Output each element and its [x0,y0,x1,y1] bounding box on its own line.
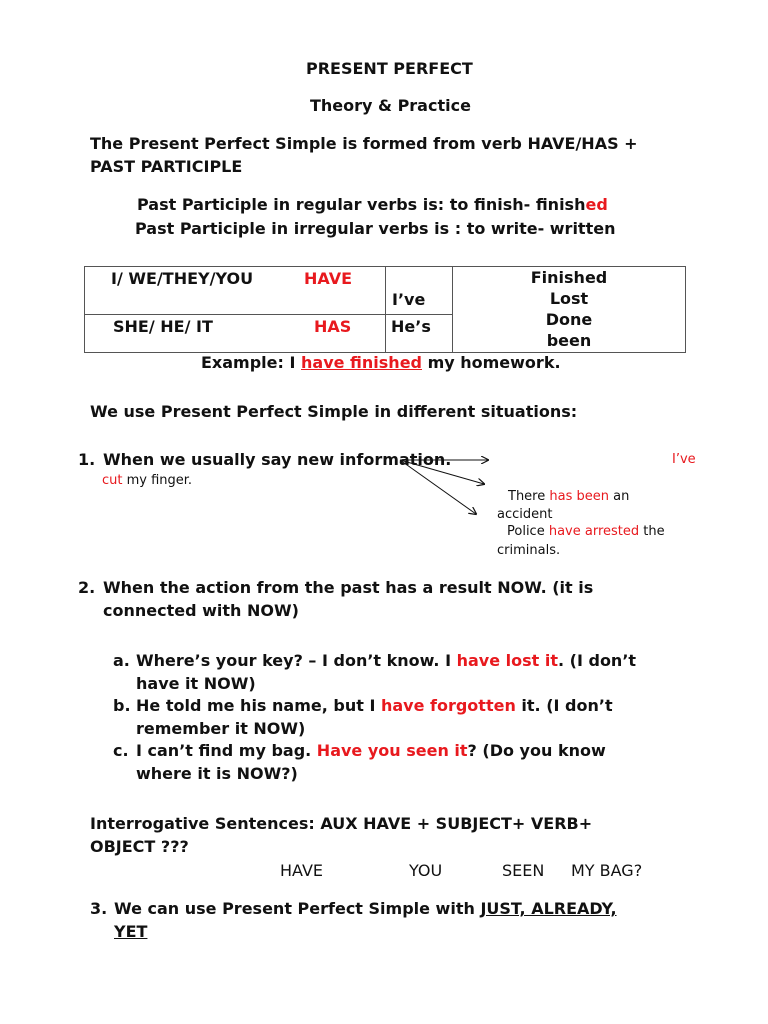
aux-have: HAVE [304,269,352,288]
use1-number: 1. [78,450,96,469]
item-a-pre: Where’s your key? – I don’t know. I [136,651,457,670]
item-a-red: have lost it [456,651,558,670]
use2-number: 2. [78,578,96,597]
interrogative-word: SEEN [502,861,545,880]
use3-line-1 [114,899,617,919]
interrogative-line-1: Interrogative Sentences: AUX HAVE + SUBJECT+ VERB+ [90,814,593,833]
participle-item: Done [545,310,593,329]
pp-regular-suffix: ed [585,195,608,214]
aux-has: HAS [314,317,352,336]
interrogative-word: YOU [409,861,443,880]
item-b-pre: He told me his name, but I [136,696,381,715]
item-a-line-1 [136,651,636,671]
example-highlight: have finished [301,353,422,372]
use3-pre: We can use Present Perfect Simple with [114,899,481,918]
use2-line-1: When the action from the past has a result NOW. (it is [103,578,594,597]
uses-heading: We use Present Perfect Simple in different situations: [90,402,578,421]
intro-line-1: The Present Perfect Simple is formed from verb HAVE/HAS + [90,134,638,153]
participle-item: been [546,331,592,350]
item-c-red: Have you seen it [316,741,468,760]
item-c-line-2: where it is NOW?) [136,764,298,783]
item-b-post: it. (I don’t [515,696,613,715]
contraction-hes: He’s [391,317,431,336]
use3-line-2: YET [114,922,148,941]
intro-line-2: PAST PARTICIPLE [90,157,243,176]
participle-item: Finished [530,268,608,287]
interrogative-line-2: OBJECT ??? [90,837,189,856]
ex2-red: has been [549,489,609,504]
example-pre: Example: I [201,353,301,372]
interrogative-word: MY BAG? [571,861,643,880]
use1-example-2b: accident [497,507,553,522]
subject-singular: SHE/ HE/ IT [113,317,213,336]
item-c-pre: I can’t find my bag. [136,741,317,760]
page-subtitle: Theory & Practice [310,96,471,115]
item-a-line-2: have it NOW) [136,674,256,693]
arrow-2 [400,460,484,484]
ex3-post: the [639,524,665,539]
use1-example-1b-rest: my finger. [122,473,193,488]
ex2-pre: There [508,489,550,504]
item-b-letter: b. [113,696,131,715]
use1-example-1b [102,472,192,489]
participle-item: Lost [549,289,589,308]
contraction-ive: I’ve [392,290,426,309]
item-c-letter: c. [113,741,129,760]
ex2-post: an [608,489,630,504]
ex3-pre: Police [507,524,549,539]
item-b-line-2: remember it NOW) [136,719,306,738]
use1-text: When we usually say new information. [103,450,452,469]
item-c-line-1 [136,741,606,761]
use1-example-1b-red: cut [102,473,123,488]
pp-regular-text: Past Participle in regular verbs is: to finish- finish [137,195,586,214]
item-c-post: ? (Do you know [467,741,606,760]
item-b-red: have forgotten [380,696,516,715]
use1-example-2 [508,488,629,505]
use1-example-1a: I’ve [672,452,696,467]
use3-underlined: JUST, ALREADY, [480,899,617,918]
page-title: PRESENT PERFECT [306,59,473,78]
use2-line-2: connected with NOW) [103,601,299,620]
use1-example-3b: criminals. [497,543,561,558]
item-b-line-1 [136,696,613,716]
interrogative-word: HAVE [280,861,324,880]
item-a-letter: a. [113,651,130,670]
pp-irregular-line: Past Participle in irregular verbs is : to write- written [135,219,616,238]
use3-number: 3. [90,899,108,918]
subject-plural: I/ WE/THEY/YOU [111,269,254,288]
ex3-red: have arrested [548,524,640,539]
arrow-3 [400,460,476,514]
example-post: my homework. [422,353,561,372]
use1-example-3 [507,523,665,540]
item-a-post: . (I don’t [558,651,637,670]
